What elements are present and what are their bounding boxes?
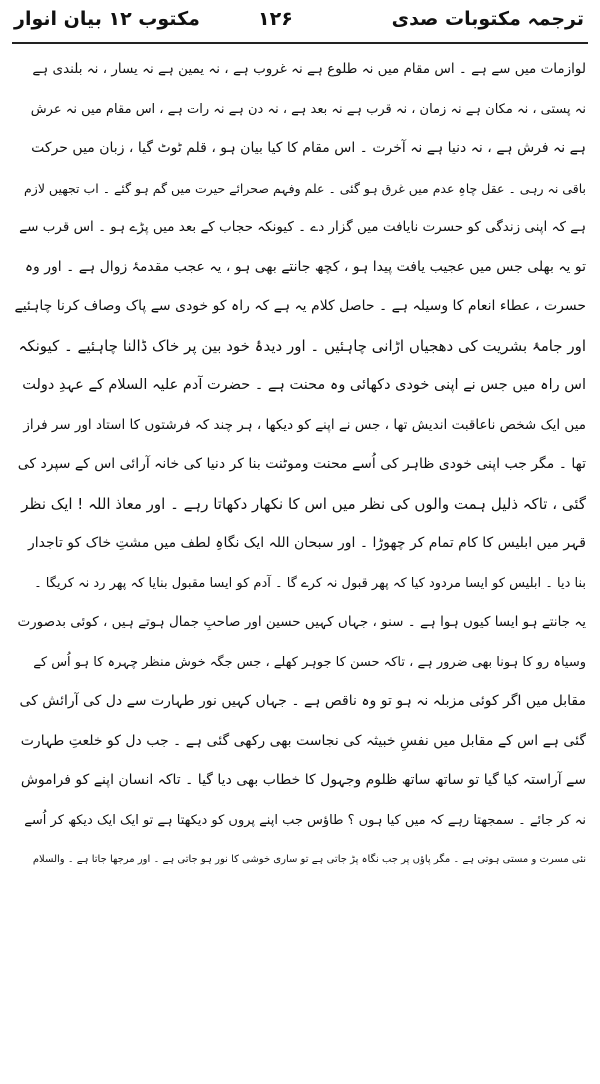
text-line: حسرت ، عطاء انعام کا وسیلہ ہے ۔ حاصل کلام یہ ہے کہ راہ کو خودی سے پاک وصاف کرنا چاہئیے [14, 298, 586, 314]
letter-label: مکتوب ۱۲ بیان انوار [14, 8, 200, 30]
text-line: میں ایک شخص ناعاقبت اندیش تھا ، جس نے اپنے کو دیکھا ، ہر چند کہ فرشتوں کا استاد اور سر فراز [23, 416, 586, 433]
text-line: سے آراستہ کیا گیا تو ساتھ ساتھ ظلوم وجہول کا خطاب بھی دیا گیا ۔ تاکہ انسان اپنے کو فراموش [20, 772, 586, 788]
text-line: نہ کر جائے ۔ سمجھتا رہے کہ میں کیا ہوں ؟ طاؤس جب اپنے پروں کو دیکھتا ہے تو ایک ایک دیکھ کر اُسے [24, 812, 586, 828]
text-line: تو یہ بھلی جس میں عجیب یافت پیدا ہو ، کچھ جانتے بھی ہو ، یہ عجب مقدمۂ زوال ہے ۔ اور وہ [24, 258, 586, 275]
header-rule [12, 42, 588, 44]
text-line: اور جامۂ بشریت کی دھجیاں اڑانی چاہئیں ۔ اور دیدۂ خود بین پر خاک ڈالنا چاہئیے ۔ کیونکہ [18, 336, 586, 355]
page-body [14, 50, 586, 880]
text-line: لوازمات میں سے ہے ۔ اس مقام میں نہ طلوع ہے نہ غروب ہے ، نہ یمین ہے نہ یسار ، نہ بلندی ہے [32, 61, 586, 77]
text-line: قہر میں ابلیس کا کام تمام کر چھوڑا ۔ اور سبحان اللہ ایک نگاہِ لطف میں مشتِ خاک کو تاجدار [28, 535, 586, 551]
text-line: گئی ہے اس کے مقابل میں نفسِ خبیثہ کی نجاست بھی رکھی گئی ہے ۔ جب دل کو خلعتِ طہارت [20, 732, 586, 749]
text-line: یہ جانتے ہو ایسا کیوں ہوا ہے ۔ سنو ، جہاں کہیں حسین اور صاحبِ جمال ہوتے ہیں ، کوئی بدصورت [17, 614, 586, 630]
page-header [0, 0, 600, 44]
text-line: مقابل میں اگر کوئی مزبلہ نہ ہو تو وہ ناقص ہے ۔ جہاں کہیں نور طہارت سے دل کی آرائش کی [19, 693, 586, 709]
text-line: باقی نہ رہی ۔ عقل چاہِ عدم میں غرق ہو گئی ۔ علم وفہم صحرائے حیرت میں گم ہو گئے ۔ اب تجھیں لازم [24, 180, 586, 196]
book-title: ترجمہ مکتوبات صدی [391, 8, 584, 30]
text-line: ہے کہ اپنی زندگی کو حسرت نایافت میں گزار دے ۔ کیونکہ حجاب کے بعد میں پڑے ہو ۔ اس قرب سے [19, 219, 586, 235]
text-line: بنا دیا ۔ ابلیس کو ایسا مردود کیا کہ پھر قبول نہ کرے گا ۔ آدم کو ایسا مقبول بنایا کہ پھر رد نہ کریگا ۔ [34, 575, 586, 591]
text-line: ہے نہ فرش ہے ، نہ دنیا ہے نہ آخرت ۔ اس مقام کا کیا بیان ہو ، قلم ٹوٹ گیا ، زبان میں حرکت [31, 140, 586, 156]
text-line: اس راہ میں جس نے اپنی خودی دکھائی وہ محنت ہے ۔ حضرت آدم علیہ السلام کے عہدِ دولت [22, 377, 586, 393]
text-line: گئی ، تاکہ ذلیل ہمت والوں کی نظر میں اس کا نکھار دکھاتا رہے ۔ اور معاذ اللہ ! ایک نظر [21, 494, 586, 513]
text-line: وسیاہ رو کا ہونا بھی ضرور ہے ، تاکہ حسن کا جوہر کھلے ، جس جگہ خوش منظر چہرہ کا ہو اُس کے [33, 654, 586, 670]
text-line: تھا ۔ مگر جب اپنی خودی ظاہر کی اُسے محنت وموٹنت بنا کر دنیا کی خانہ آرائی اس کے سپرد کی [17, 456, 586, 472]
page-number: ۱۲۶ [258, 8, 293, 30]
text-line: نہ پستی ، نہ مکان ہے نہ زمان ، نہ قرب ہے نہ بعد ہے ، نہ دن ہے نہ رات ہے ، اس مقام میں نہ عرش [30, 101, 586, 117]
text-line: نئی مسرت و مستی ہوتی ہے ۔ مگر پاؤں پر جب نگاہ پڑ جاتی ہے تو ساری خوشی کا نور ہو جاتی ہے ۔ اور مرجھا جاتا ہے ۔ والسلام [32, 854, 586, 865]
